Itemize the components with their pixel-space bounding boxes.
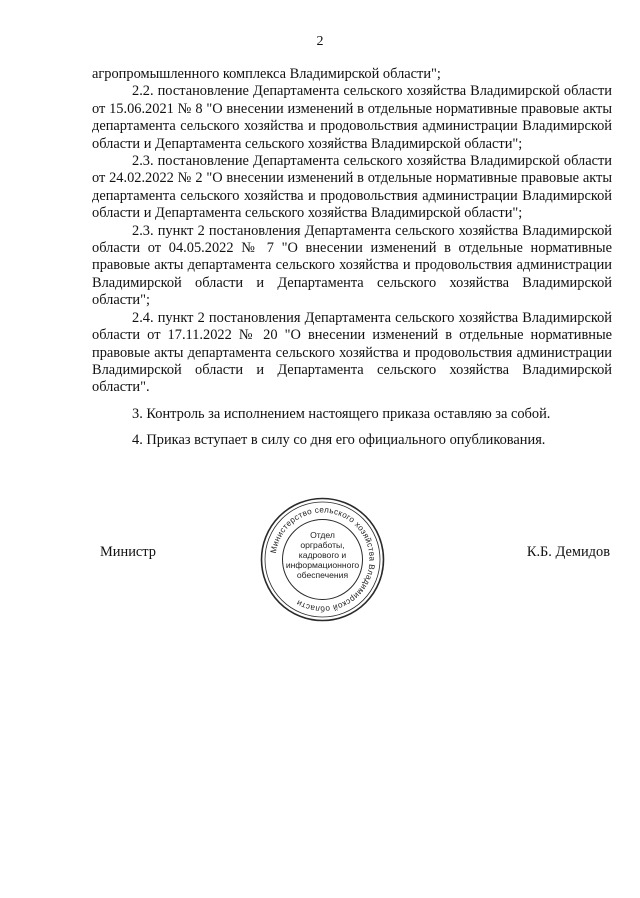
paragraph-item-2-2: 2.2. постановление Департамента сельского хозяйства Владимирской области от 15.06.2021 № 8 "О внесении изменений в отдельные нормативные правовые акты департамента сельского хозяйства и продовольствия администрации Владимирской области и Департамента сельского хозяйства Владимирской области";	[92, 83, 612, 152]
stamp-line: кадрового и	[298, 550, 347, 560]
signatory-position: Министр	[100, 544, 156, 560]
signatory-name: К.Б. Демидов	[526, 544, 610, 560]
stamp-line: оргработы,	[300, 540, 345, 550]
document-body	[92, 66, 612, 450]
paragraph-item-2-4: 2.4. пункт 2 постановления Департамента сельского хозяйства Владимирской области от 17.11.2022 № 20 "О внесении изменений в отдельные нормативные правовые акты департамента сельского хозяйства и продовольствия администрации Владимирской области и Департамента сельского хозяйства Владимирской области".	[92, 309, 612, 396]
stamp-center-text	[281, 530, 364, 580]
paragraph-item-3: 3. Контроль за исполнением настоящего приказа оставляю за собой.	[132, 405, 551, 422]
stamp-line: обеспечения	[296, 570, 349, 580]
paragraph-item-4: 4. Приказ вступает в силу со дня его официального опубликования.	[132, 432, 546, 449]
paragraph-item-2-3a: 2.3. постановление Департамента сельского хозяйства Владимирской области от 24.02.2022 № 2 "О внесении изменений в отдельные нормативные правовые акты департамента сельского хозяйства и продовольствия администрации Владимирской области и Департамента сельского хозяйства Владимирской области";	[92, 153, 612, 222]
paragraph-item-2-3b: 2.3. пункт 2 постановления Департамента сельского хозяйства Владимирской области от 04.05.2022 № 7 "О внесении изменений в отдельные нормативные правовые акты департамента сельского хозяйства и продовольствия администрации Владимирской области и Департамента сельского хозяйства Владимирской области";	[92, 222, 612, 309]
paragraph-continuation: агропромышленного комплекса Владимирской области";	[92, 66, 441, 82]
page-number: 2	[316, 34, 324, 49]
official-stamp	[259, 496, 386, 623]
stamp-ring-text: Министерство сельского хозяйства Владимирской области	[268, 505, 377, 614]
stamp-line: Отдел	[310, 530, 335, 540]
stamp-line: информационного	[285, 560, 360, 570]
